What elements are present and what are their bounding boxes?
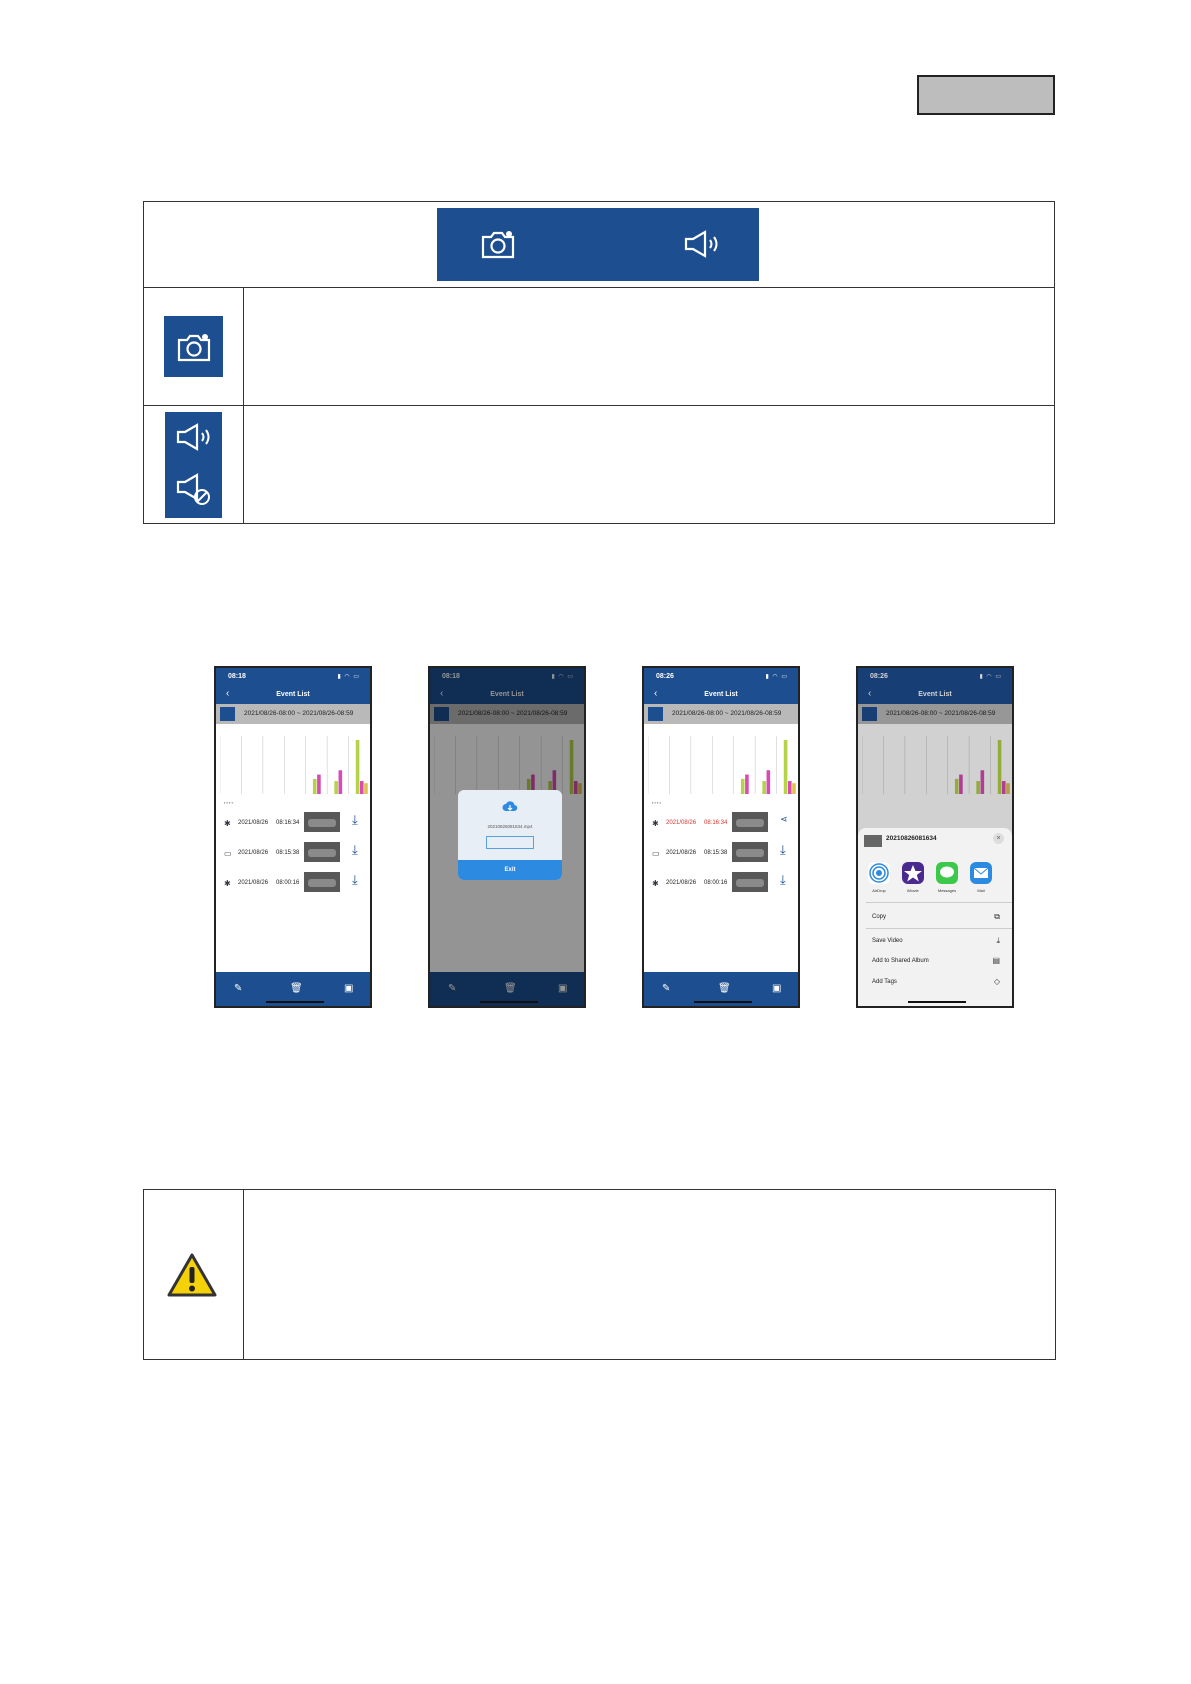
screen-title: Event List [490,691,524,698]
messages-icon[interactable] [936,862,958,884]
phone-screenshot-2 [428,666,586,1008]
status-time: 08:26 [870,673,888,680]
language-tab [917,75,1055,115]
status-icons: ▮ ◠ ▭ [765,674,788,680]
download-icon[interactable]: ⤓ [780,872,786,887]
histogram-bar [745,775,749,794]
phone-header [644,668,798,704]
event-time: 08:00:16 [704,880,728,886]
app-label: Messages [937,888,957,893]
histogram-bar [788,781,792,794]
select-delete-icon[interactable]: ✎ [662,983,671,994]
histogram-bar [339,770,343,794]
speaker-muted-icon [176,473,212,507]
app-label: iMovie [907,888,919,893]
dialog-filename: 20210826081634.mp4 [487,824,533,829]
add-to-shared-album-action[interactable]: Add to Shared Album [872,958,929,964]
tag-icon: ◇ [993,977,1000,986]
event-date: 2021/08/26 [238,880,269,886]
date-range-bar [644,704,798,724]
histogram-bar [317,775,321,794]
calendar-search-icon[interactable]: ▣ [344,983,354,994]
back-icon[interactable]: ‹ [226,688,230,699]
event-row[interactable] [644,870,798,896]
status-icons: ▮ ◠ ▭ [979,674,1002,680]
exit-button[interactable]: Exit [458,860,562,880]
event-row[interactable] [644,810,798,836]
phone-screenshot-1 [214,666,372,1008]
event-time: 08:15:38 [276,850,300,856]
event-row[interactable] [216,840,370,866]
motion-icon: ✱ [652,879,659,888]
event-thumbnail[interactable] [304,842,340,862]
chart-legend: ▪ ▪ ▪ ▪ [652,800,662,805]
cloud-download-icon [502,800,518,814]
motion-icon: ✱ [224,819,231,828]
speaker-description [244,406,1055,524]
event-row[interactable] [216,870,370,896]
download-icon[interactable]: ⤓ [352,812,358,827]
event-time: 08:15:38 [704,850,728,856]
airdrop-icon[interactable] [868,862,890,884]
status-icons: ▮ ◠ ▭ [551,674,574,680]
camera-description [244,288,1055,406]
warning-icon-cell [144,1190,244,1360]
home-indicator [908,1001,966,1003]
vehicle-icon: ▭ [224,849,232,858]
histogram-bar [334,781,338,794]
date-range: 2021/08/26-08:00 ~ 2021/08/26-08:59 [886,710,996,717]
select-delete-icon[interactable]: ✎ [234,983,243,994]
event-thumbnail[interactable] [732,842,768,862]
warning-table [143,1189,1056,1360]
event-date: 2021/08/26 [238,850,269,856]
divider [866,902,1012,903]
trash-icon[interactable]: 🗑 [504,983,517,994]
back-icon[interactable]: ‹ [868,688,872,699]
signal-icon [648,707,663,721]
download-icon[interactable]: ⤓ [352,842,358,857]
event-time: 08:16:34 [276,820,300,826]
event-histogram [648,730,798,794]
app-label: AirDrop [872,888,886,893]
vehicle-icon: ▭ [652,849,660,858]
date-range: 2021/08/26-08:00 ~ 2021/08/26-08:59 [458,710,568,717]
imovie-icon[interactable] [902,862,924,884]
event-time: 08:16:34 [704,820,728,826]
event-thumbnail[interactable] [732,812,768,832]
back-icon[interactable]: ‹ [654,688,658,699]
speaker-icon-cell [144,406,244,524]
add-tags-action[interactable]: Add Tags [872,979,897,985]
camera-tile [164,316,223,377]
histogram-bar [356,740,360,794]
dialog-open-button[interactable] [486,836,534,849]
phone-screenshot-4 [856,666,1014,1008]
share-thumbnail [864,835,882,847]
phone-screenshot-3 [642,666,800,1008]
histogram-bar [762,781,766,794]
copy-icon: ⧉ [994,912,1000,921]
calendar-search-icon[interactable]: ▣ [558,983,568,994]
album-icon: ▤ [992,956,1000,965]
calendar-search-icon[interactable]: ▣ [772,983,782,994]
event-row[interactable] [216,810,370,836]
close-icon[interactable]: × [993,833,1004,844]
icon-table-header [144,202,1055,288]
screen-title: Event List [276,691,310,698]
event-date: 2021/08/26 [238,820,269,826]
date-range: 2021/08/26-08:00 ~ 2021/08/26-08:59 [244,710,354,717]
app-label: Mail [977,888,985,893]
download-icon[interactable]: ⤓ [780,842,786,857]
divider [866,928,1012,929]
histogram-bar [784,740,788,794]
event-thumbnail[interactable] [732,872,768,892]
camera-icon [480,228,516,260]
speaker-tile [165,412,222,518]
home-indicator [266,1001,324,1003]
event-histogram [220,730,370,794]
date-range-bar [216,704,370,724]
toolbar-preview [437,208,759,281]
save-icon: ⤓ [996,936,1000,945]
home-indicator [480,1001,538,1003]
motion-icon: ✱ [652,819,659,828]
chart-legend: ▪ ▪ ▪ ▪ [224,800,234,805]
status-icons: ▮ ◠ ▭ [337,674,360,680]
event-row[interactable] [644,840,798,866]
share-filename: 20210826081634 [886,835,937,842]
share-icon[interactable]: ⋖ [780,814,788,824]
status-time: 08:18 [442,673,460,680]
speaker-icon [684,230,720,258]
home-indicator [694,1001,752,1003]
trash-icon[interactable]: 🗑 [290,983,303,994]
share-sheet [858,828,1012,1008]
speaker-icon [176,423,212,451]
event-thumbnail[interactable] [304,872,340,892]
icon-table [143,201,1055,524]
event-time: 08:00:16 [276,880,300,886]
event-thumbnail[interactable] [304,812,340,832]
camera-icon [176,331,212,363]
warning-text [244,1190,1056,1360]
warning-icon [166,1251,218,1299]
download-icon[interactable]: ⤓ [352,872,358,887]
histogram-bar [364,783,368,794]
bottom-toolbar [216,972,370,1006]
mail-icon[interactable] [970,862,992,884]
camera-icon-cell [144,288,244,406]
bottom-toolbar [644,972,798,1006]
histogram-bar [313,779,317,794]
date-range: 2021/08/26-08:00 ~ 2021/08/26-08:59 [672,710,782,717]
phone-header [216,668,370,704]
back-icon[interactable]: ‹ [440,688,444,699]
status-time: 08:26 [656,673,674,680]
copy-action[interactable]: Copy [872,914,887,920]
signal-icon [220,707,235,721]
screen-title: Event List [918,691,952,698]
select-delete-icon[interactable]: ✎ [448,983,457,994]
motion-icon: ✱ [224,879,231,888]
status-time: 08:18 [228,673,246,680]
save-video-action[interactable]: Save Video [872,938,903,944]
histogram-bar [767,770,771,794]
download-dialog [458,790,562,880]
trash-icon[interactable]: 🗑 [718,983,731,994]
event-date: 2021/08/26 [666,820,697,826]
screen-title: Event List [704,691,738,698]
histogram-bar [360,781,364,794]
event-date: 2021/08/26 [666,850,697,856]
histogram-bar [741,779,745,794]
event-date: 2021/08/26 [666,880,697,886]
histogram-bar [792,783,796,794]
